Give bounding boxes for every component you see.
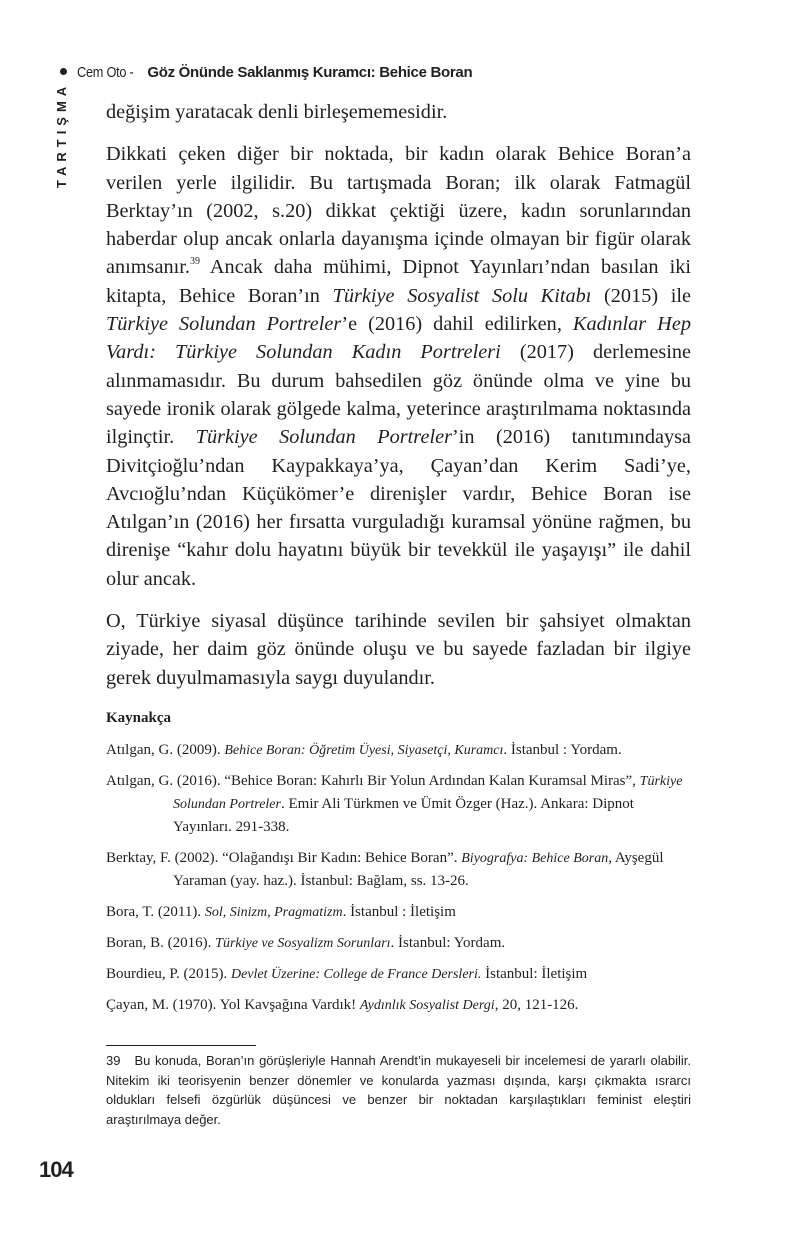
text-span: ’e (2016) dahil edilirken,	[341, 313, 573, 336]
section-side-label: TARTIŞMA	[54, 81, 69, 188]
reference-entry	[106, 847, 691, 893]
paragraph-2	[106, 140, 691, 593]
ref-text: , Ayşegül Yaraman (yay. haz.). İstanbul: Bağlam, ss. 13-26.	[173, 850, 664, 889]
ref-text: Atılgan, G. (2009).	[106, 742, 225, 758]
reference-entry	[106, 932, 691, 955]
book-title: Türkiye Solundan Portreler	[195, 426, 452, 449]
reference-entry	[106, 994, 691, 1017]
reference-entry	[106, 963, 691, 986]
ref-title: Devlet Üzerine: College de France Dersleri.	[231, 967, 482, 982]
paragraph-3: O, Türkiye siyasal düşünce tarihinde sevilen bir şahsiyet olmaktan ziyade, her daim göz önünde oluşu ve bu sayede fazladan bir ilgiye gerek duyulmamasıyla saygı duyulandır.	[106, 610, 691, 689]
body-text	[106, 98, 691, 706]
reference-entry	[106, 739, 691, 762]
book-title: Kadınlar Hep Vardı: Türkiye Solundan Kadın Portreleri	[106, 313, 691, 364]
ref-text: . İstanbul : İletişim	[342, 904, 456, 920]
ref-text: Boran, B. (2016).	[106, 935, 216, 951]
bullet-icon	[60, 68, 67, 75]
ref-title: Türkiye Solundan Portreler	[173, 774, 683, 812]
book-title: Türkiye Solundan Portreler	[106, 313, 342, 336]
ref-text: Berktay, F. (2002). “Olağandışı Bir Kadın: Behice Boran”.	[106, 850, 462, 866]
reference-entry	[106, 770, 691, 839]
ref-text: Bourdieu, P. (2015).	[106, 966, 231, 982]
footnote-ref[interactable]: 39	[189, 255, 200, 267]
ref-text: Bora, T. (2011).	[106, 904, 205, 920]
text-span: Ancak daha mühimi, Dipnot Yayınları’ndan basılan iki kitapta, Behice Boran’ın	[106, 256, 691, 307]
running-head-author: Cem Oto -	[77, 64, 134, 81]
text-span: (2017) derlemesine alınmamasıdır. Bu durum bahsedilen göz önünde olma ve yine bu sayede ironik olarak gölgede kalma, yeterince araştırılmama noktasında ilginçtir.	[106, 341, 691, 449]
running-head-title: Göz Önünde Saklanmış Kuramcı: Behice Boran	[147, 64, 473, 81]
ref-text: . Emir Ali Türkmen ve Ümit Özger (Haz.). Ankara: Dipnot Yayınları. 291-338.	[173, 796, 634, 835]
footnote-text: Bu konuda, Boran’ın görüşleriyle Hannah Arendt’in mukayeseli bir incelemesi de yararlı olabilir. Nitekim iki teorisyenin benzer dönemler ve konularda yazması dışında, karşı çıkmakta ısrarcı oldukları felsefi özgürlük düşüncesi ve benzer bir noktadan karşılaştıkları feminist eleştiri araştırılmaya değer.	[106, 1053, 691, 1127]
references-section	[106, 710, 691, 1025]
text-span: (2015) ile	[591, 284, 692, 307]
ref-text: , 20, 121-126.	[494, 997, 579, 1013]
ref-title: Türkiye ve Sosyalizm Sorunları	[215, 936, 391, 951]
ref-text: Çayan, M. (1970). Yol Kavşağına Vardık!	[106, 997, 360, 1013]
ref-title: Behice Boran: Öğretim Üyesi, Siyasetçi, Kuramcı	[224, 743, 504, 758]
references-heading: Kaynakça	[106, 710, 172, 726]
text-span: ’in (2016) tanıtımındaysa Divitçioğlu’ndan Kaypakkaya’ya, Çayan’dan Kerim Sadi’ye, Avcıoğlu’ndan Küçükömer’e direnişler vardır, Behice Boran ise Atılgan’ın (2016) her fırsatta vurguladığı kuramsal yönüne rağmen, bu direnişe “kahır dolu hayatını büyük bir tevekkül ile yaşayışı” ile dahil olur ancak.	[106, 426, 691, 590]
footnote-number: 39	[106, 1053, 121, 1068]
paragraph-1: değişim yaratacak denli birleşememesidir.	[106, 101, 448, 123]
ref-title: Biyografya: Behice Boran	[461, 851, 609, 866]
book-title: Türkiye Sosyalist Solu Kitabı	[332, 284, 592, 307]
footnote-divider	[106, 1045, 256, 1046]
ref-text: . İstanbul: Yordam.	[390, 935, 506, 951]
page-number: 104	[39, 1157, 73, 1182]
reference-entry	[106, 901, 691, 924]
ref-title: Sol, Sinizm, Pragmatizm	[204, 905, 343, 920]
text-span: Dikkati çeken diğer bir noktada, bir kadın olarak Behice Boran’a verilen yerle ilgilidir. Bu tartışmada Boran; ilk olarak Fatmagül Berktay’ın (2002, s.20) dikkat çektiği üzere, kadın sorunlarından haberdar olup ancak onlarla dayanışma içinde olmayan bir figür olarak anımsanır.	[106, 143, 691, 279]
ref-title: Aydınlık Sosyalist Dergi	[359, 998, 495, 1013]
running-head	[60, 64, 472, 81]
ref-text: . İstanbul : Yordam.	[503, 742, 622, 758]
footnote	[106, 1051, 691, 1129]
ref-text: İstanbul: İletişim	[481, 966, 588, 982]
ref-text: Atılgan, G. (2016). “Behice Boran: Kahırlı Bir Yolun Ardından Kalan Kuramsal Miras”,	[106, 773, 640, 789]
